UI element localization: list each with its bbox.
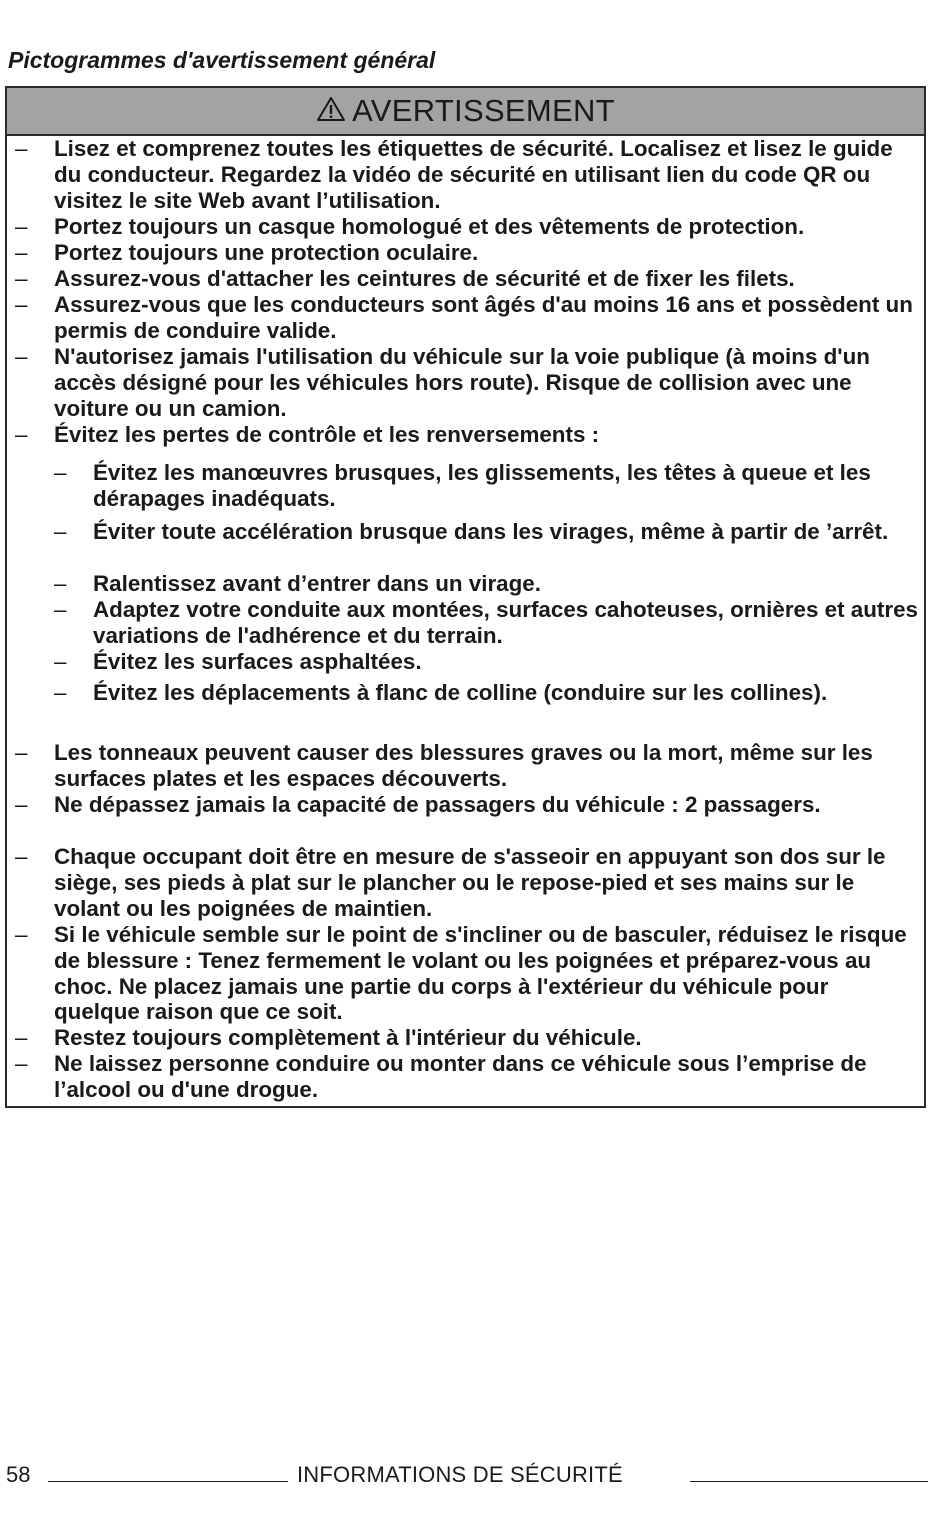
list-dash: – — [15, 422, 28, 447]
list-item — [7, 1025, 924, 1051]
list-item-text: Ne dépassez jamais la capacité de passagers du véhicule : 2 passagers. — [54, 792, 821, 817]
list-dash: – — [54, 460, 67, 485]
list-item — [7, 422, 924, 448]
list-item — [7, 1051, 924, 1103]
list-item-text: Assurez-vous d'attacher les ceintures de sécurité et de fixer les filets. — [54, 266, 795, 291]
footer-rule-right — [690, 1481, 928, 1482]
list-item — [7, 292, 924, 344]
list-dash: – — [54, 519, 67, 544]
list-dash: – — [54, 597, 67, 622]
sub-list-item — [7, 680, 924, 706]
list-item — [7, 214, 924, 240]
sub-list-item — [7, 460, 924, 512]
list-dash: – — [15, 1051, 28, 1076]
list-item — [7, 792, 924, 818]
list-item-text: Portez toujours une protection oculaire. — [54, 240, 479, 265]
sub-list-item — [7, 597, 924, 649]
list-item-text: N'autorisez jamais l'utilisation du véhicule sur la voie publique (à moins d'un accès désigné pour les véhicules hors route). Risque de collision avec une voiture ou un camion. — [54, 344, 870, 421]
list-item-text: Assurez-vous que les conducteurs sont âgés d'au moins 16 ans et possèdent un permis de conduire valide. — [54, 292, 913, 343]
list-item-text: Les tonneaux peuvent causer des blessures graves ou la mort, même sur les surfaces plates et les espaces découverts. — [54, 740, 873, 791]
list-dash: – — [15, 740, 28, 765]
warning-box — [5, 86, 926, 1108]
list-dash: – — [15, 136, 28, 161]
sub-list-item — [7, 519, 924, 545]
list-dash: – — [54, 649, 67, 674]
list-dash: – — [15, 1025, 28, 1050]
sub-list-item — [7, 571, 924, 597]
list-item-text: Évitez les manœuvres brusques, les glissements, les têtes à queue et les dérapages inadéquats. — [93, 460, 871, 511]
list-item-text: Portez toujours un casque homologué et des vêtements de protection. — [54, 214, 805, 239]
list-item — [7, 240, 924, 266]
list-dash: – — [15, 922, 28, 947]
warning-triangle-icon — [316, 96, 346, 127]
warning-header — [7, 88, 924, 136]
list-item-text: Lisez et comprenez toutes les étiquettes de sécurité. Localisez et lisez le guide du conducteur. Regardez la vidéo de sécurité en utilisant lien du code QR ou visitez le site Web avant l’utilisation. — [54, 136, 893, 213]
list-item-text: Éviter toute accélération brusque dans les virages, même à partir de ’arrêt. — [93, 519, 889, 544]
list-dash: – — [15, 792, 28, 817]
list-item — [7, 344, 924, 421]
list-item-text: Restez toujours complètement à l'intérieur du véhicule. — [54, 1025, 642, 1050]
list-item-text: Chaque occupant doit être en mesure de s'asseoir en appuyant son dos sur le siège, ses pieds à plat sur le plancher ou le repose-pied et ses mains sur le volant ou les poignées de maintien. — [54, 844, 886, 921]
list-item-text: Si le véhicule semble sur le point de s'incliner ou de basculer, réduisez le risque de blessure : Tenez fermement le volant ou les poignées et préparez-vous au choc. Ne placez jamais une partie du corps à l'extérieur du véhicule pour quelque raison que ce soit. — [54, 922, 907, 1025]
list-item-text: Évitez les déplacements à flanc de colline (conduire sur les collines). — [93, 680, 828, 705]
list-dash: – — [15, 292, 28, 317]
list-dash: – — [15, 214, 28, 239]
sub-list-item — [7, 649, 924, 675]
warning-title: AVERTISSEMENT — [352, 93, 615, 128]
section-title: Pictogrammes d'avertissement général — [8, 47, 436, 73]
list-item-text: Évitez les surfaces asphaltées. — [93, 649, 422, 674]
list-dash: – — [15, 266, 28, 291]
list-dash: – — [15, 844, 28, 869]
footer-section-label: INFORMATIONS DE SÉCURITÉ — [297, 1462, 623, 1487]
list-dash: – — [15, 240, 28, 265]
page-number: 58 — [6, 1462, 31, 1487]
list-item — [7, 136, 924, 213]
list-dash: – — [15, 344, 28, 369]
list-item-text: Évitez les pertes de contrôle et les renversements : — [54, 422, 600, 447]
list-item — [7, 740, 924, 792]
page-footer — [0, 1458, 950, 1488]
list-dash: – — [54, 680, 67, 705]
footer-rule-left — [48, 1481, 288, 1482]
list-item-text: Ne laissez personne conduire ou monter dans ce véhicule sous l’emprise de l’alcool ou d'une drogue. — [54, 1051, 867, 1102]
list-item-text: Adaptez votre conduite aux montées, surfaces cahoteuses, ornières et autres variations de l'adhérence et du terrain. — [93, 597, 918, 648]
list-item — [7, 266, 924, 292]
list-item-text: Ralentissez avant d’entrer dans un virage. — [93, 571, 541, 596]
list-item — [7, 844, 924, 921]
list-item — [7, 922, 924, 1025]
list-dash: – — [54, 571, 67, 596]
